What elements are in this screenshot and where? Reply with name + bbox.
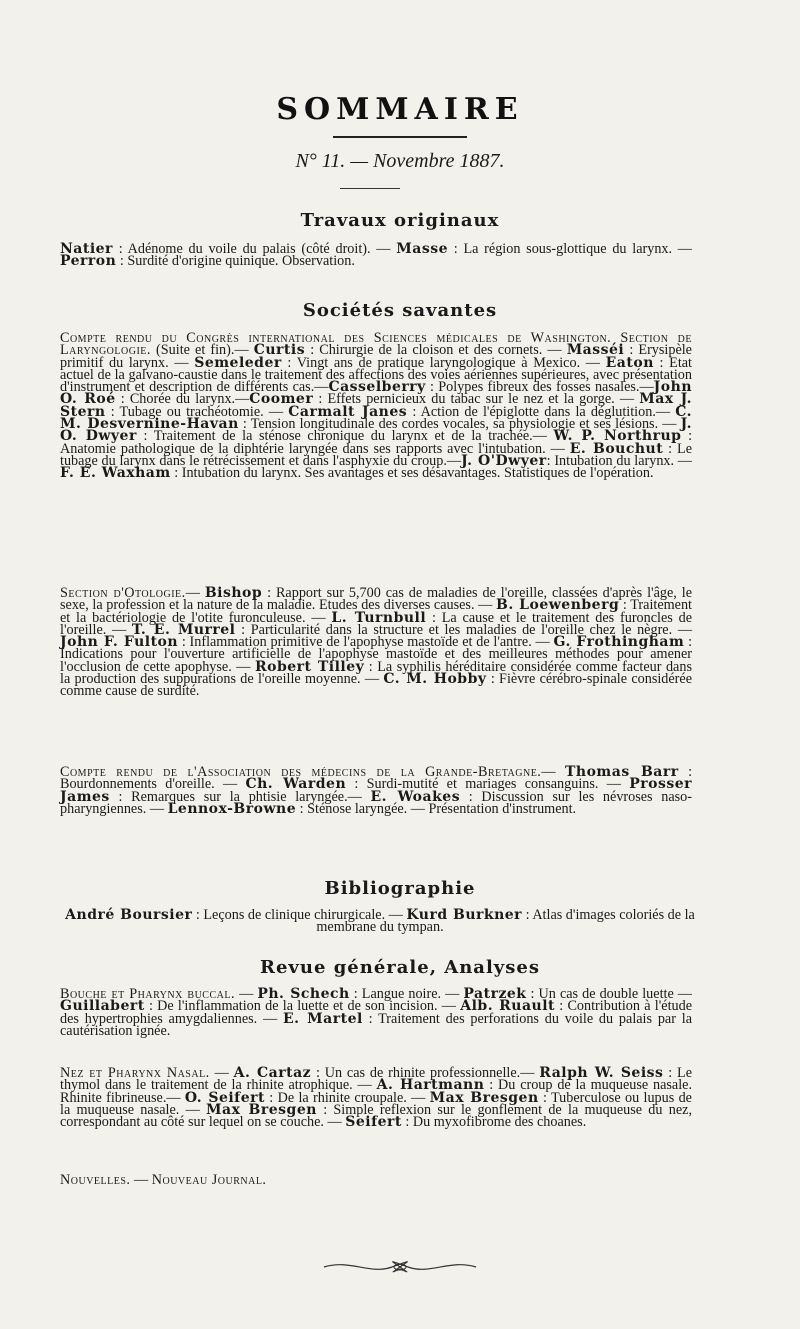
entry-text: : Etat actuel de la galvano-caustie dans le traitement des affections des voies aériennes supérieures, avec présentation d'instrument et description de différents cas.—: [60, 354, 693, 396]
heading-revue: Revue générale, Analyses: [260, 957, 540, 978]
entry-text: —: [185, 585, 205, 601]
entry-text: : Particularité dans la structure et les maladies de l'oreille chez le nègre. —: [235, 621, 693, 638]
entry-text: —: [209, 1065, 234, 1081]
entry-text: : Surdité d'origine quinique. Observation.: [116, 253, 355, 270]
author-name: Natier: [60, 241, 113, 257]
author-name: Ralph W. Seiss: [539, 1065, 664, 1081]
author-name: C. M. Desvernine-Havan: [60, 403, 692, 433]
author-name: B. Loewenberg: [495, 597, 620, 614]
author-name: E. Woakes: [370, 788, 461, 805]
entry-text: : Surdi-mutité et mariages consanguins. —: [346, 776, 630, 793]
entry-text: : Rapport sur 5,700 cas de maladies de l'oreille, classées d'après l'âge, le sexe, la profession et la nature de la maladie. Etudes des diverses causes. —: [60, 585, 693, 614]
entry-text: : Du croup de la muqueuse nasale. Rhinite fibrineuse.—: [60, 1077, 692, 1106]
section-label: Nez et Pharynx Nasal.: [60, 1065, 210, 1081]
entry-text: : Leçons de clinique chirurgicale. —: [192, 907, 407, 923]
entry-text: : De la rhinite croupale. —: [264, 1089, 430, 1106]
section-label: Nouveau Journal.: [151, 1172, 267, 1188]
author-name: L. Turnbull: [331, 609, 427, 626]
author-name: E. Bouchut: [569, 440, 664, 457]
section-label: Compte rendu de l'Association des médecins de la Grande-Bretagne.: [60, 764, 542, 780]
entry-text: : Inflammation primitive de l'apophyse mastoïde et de l'antre. —: [178, 634, 554, 651]
entry-text: : Contribution à l'étude des hypertrophies amygdaliennes. —: [60, 998, 693, 1027]
author-name: Semeleder: [194, 354, 282, 371]
page-title: SOMMAIRE: [276, 92, 524, 127]
entry-text: : La région sous-glottique du larynx. —: [448, 241, 692, 257]
entry-text: : Traitement de la sténose chronique du larynx et de la trachée.—: [136, 428, 554, 445]
entry-text: : Du myxofibrome des choanes.: [401, 1114, 587, 1131]
author-name: Ch. Warden: [245, 776, 347, 793]
entry-text: : Sténose laryngée. — Présentation d'instrument.: [296, 800, 577, 817]
author-name: A. Cartaz: [233, 1065, 312, 1081]
author-name: Perron: [60, 253, 117, 270]
author-name: Patrzek: [463, 986, 527, 1002]
entry-text: —: [541, 764, 565, 780]
author-name: Curtis: [253, 342, 306, 359]
entry-text: (Suite et fin).—: [150, 342, 254, 359]
travaux-text: [60, 243, 692, 268]
author-name: Thomas Barr: [565, 764, 679, 780]
entry-text: : Tuberculose ou lupus de la muqueuse nasale. —: [60, 1089, 692, 1118]
entry-text: : Intubation du larynx. Ses avantages et ses désavantages. Statistiques de l'opération.: [170, 465, 654, 482]
entry-text: : Traitement des perforations du voile du palais par la cautérisation ignée.: [60, 1010, 692, 1039]
author-name: Max J. Stern: [60, 391, 693, 420]
entry-text: : La syphilis héréditaire considérée comme facteur dans la production des suppurations de l'oreille moyenne. —: [60, 658, 692, 688]
author-name: Eaton: [605, 354, 654, 371]
entry-text: : Simple reflexion sur le gonflement de la muqueuse du nez, correspondant au côté sur lequel on se couche. —: [60, 1101, 692, 1131]
entry-text: —: [235, 986, 258, 1002]
entry-text: : Adénome du voile du palais (côté droit). —: [112, 241, 397, 257]
author-name: Max Bresgen: [429, 1089, 539, 1106]
entry-text: : Discussion sur les névroses naso-pharyngiennes. —: [60, 788, 693, 817]
entry-text: : Polypes fibreux des fosses nasales.—: [425, 379, 654, 396]
author-name: Lennox-Browne: [167, 800, 297, 817]
section-label: Compte rendu du Congrès international des Sciences médicales de Washington. Section de Laryngologie.: [60, 330, 692, 359]
author-name: A. Hartmann: [376, 1077, 485, 1094]
entry-text: : Remarques sur la phtisie laryngée.—: [109, 788, 371, 805]
author-name: André Boursier: [65, 907, 193, 923]
author-name: G. Frothingham: [553, 634, 685, 651]
entry-text: : Bourdonnements d'oreille. —: [60, 764, 693, 793]
entry-text: : La cause et le traitement des furoncles de l'oreille. —: [60, 609, 692, 638]
author-name: Kurd Burkner: [406, 907, 523, 923]
entry-text: : Tension longitudinale des cordes vocales, sa physiologie et ses lésions. —: [238, 416, 681, 433]
entry-text: : Fièvre cérébro-spinale considérée comme cause de surdité.: [60, 671, 692, 700]
author-name: Guillabert: [60, 998, 145, 1015]
heading-bibliographie: Bibliographie: [324, 878, 476, 899]
bibliographie-text: [62, 909, 698, 934]
societes-congres-text: [60, 332, 692, 480]
author-name: Masse: [396, 241, 448, 257]
issue-rule: [340, 188, 400, 189]
author-name: Masséi: [566, 342, 625, 359]
revue-nouvelles-text: [60, 1174, 692, 1186]
revue-bouche-text: [60, 988, 692, 1037]
section-label: Section d'Otologie.: [60, 585, 186, 601]
author-name: J. O. Dwyer: [60, 416, 692, 445]
author-name: John F. Fulton: [60, 634, 179, 651]
entry-text: : Atlas d'images coloriés de la membrane du tympan.: [316, 907, 695, 936]
author-name: Robert Tilley: [254, 658, 365, 675]
entry-text: : De l'inflammation de la luette et de son incision. —: [144, 998, 461, 1015]
author-name: E. Martel: [283, 1010, 363, 1027]
heading-societes: Sociétés savantes: [302, 300, 498, 321]
entry-text: : Le thymol dans le traitement de la rhinite atrophique. —: [60, 1065, 693, 1094]
author-name: Prosser James: [60, 776, 693, 805]
entry-text: : Vingt ans de pratique laryngologique à Mexico. —: [281, 354, 606, 371]
author-name: O. Seifert: [184, 1089, 265, 1106]
author-name: C. M. Hobby: [383, 671, 487, 688]
entry-text: : Indications pour l'ouverture artificielle de l'apophyse mastoïde et des meilleures méthodes pour amener l'occlusion de cette apophyse. —: [60, 634, 693, 675]
author-name: J. O'Dwyer: [461, 452, 547, 469]
entry-text: —: [130, 1172, 152, 1188]
societes-association-text: [60, 766, 692, 815]
author-name: W. P. Northrup: [553, 428, 682, 445]
heading-travaux: Travaux originaux: [300, 210, 500, 231]
entry-text: : Intubation du larynx. —: [546, 452, 692, 469]
ornament-icon: [320, 1255, 480, 1279]
author-name: T. E. Murrel: [131, 621, 236, 638]
issue-line: N° 11. — Novembre 1887.: [295, 150, 505, 172]
entry-text: : Tubage ou trachéotomie. —: [105, 403, 289, 420]
author-name: Casselberry: [328, 379, 426, 396]
societes-otologie-text: [60, 587, 692, 698]
entry-text: : Chirurgie de la cloison et des cornets. —: [305, 342, 567, 359]
entry-text: : Anatomie pathologique de la diphtérie laryngée dans ses rapports avec l'intubation. —: [60, 428, 693, 457]
author-name: Seifert: [345, 1114, 402, 1131]
entry-text: : Le tubage du larynx dans le rétrécissement et dans l'asphyxie du croup.—: [60, 440, 692, 469]
author-name: F. E. Waxham: [60, 465, 171, 482]
author-name: John O. Roé: [60, 379, 692, 408]
entry-text: : Traitement et la bactériologie de l'otite furonculeuse. —: [60, 597, 692, 626]
author-name: Ph. Schech: [257, 986, 350, 1002]
entry-text: : Un cas de double luette —: [526, 986, 692, 1002]
section-label: Nouvelles.: [60, 1172, 131, 1188]
revue-nez-text: [60, 1065, 693, 1131]
author-name: Max Bresgen: [206, 1101, 317, 1118]
section-label: Bouche et Pharynx buccal.: [60, 986, 236, 1002]
author-name: Carmalt Janes: [288, 403, 408, 420]
title-rule: [333, 136, 467, 138]
entry-text: : Un cas de rhinite professionnelle.—: [311, 1065, 540, 1081]
entry-text: : Effets pernicieux du tabac sur le nez et la gorge. —: [313, 391, 640, 408]
entry-text: : Action de l'épiglotte dans la déglutition.—: [407, 403, 676, 420]
author-name: Coomer: [249, 391, 314, 408]
entry-text: : Chorée du larynx.—: [115, 391, 250, 408]
author-name: Bishop: [204, 585, 263, 601]
author-name: Alb. Ruault: [460, 998, 556, 1015]
entry-text: : Langue noire. —: [349, 986, 464, 1002]
entry-text: : Erysipèle primitif du larynx. —: [60, 342, 692, 371]
